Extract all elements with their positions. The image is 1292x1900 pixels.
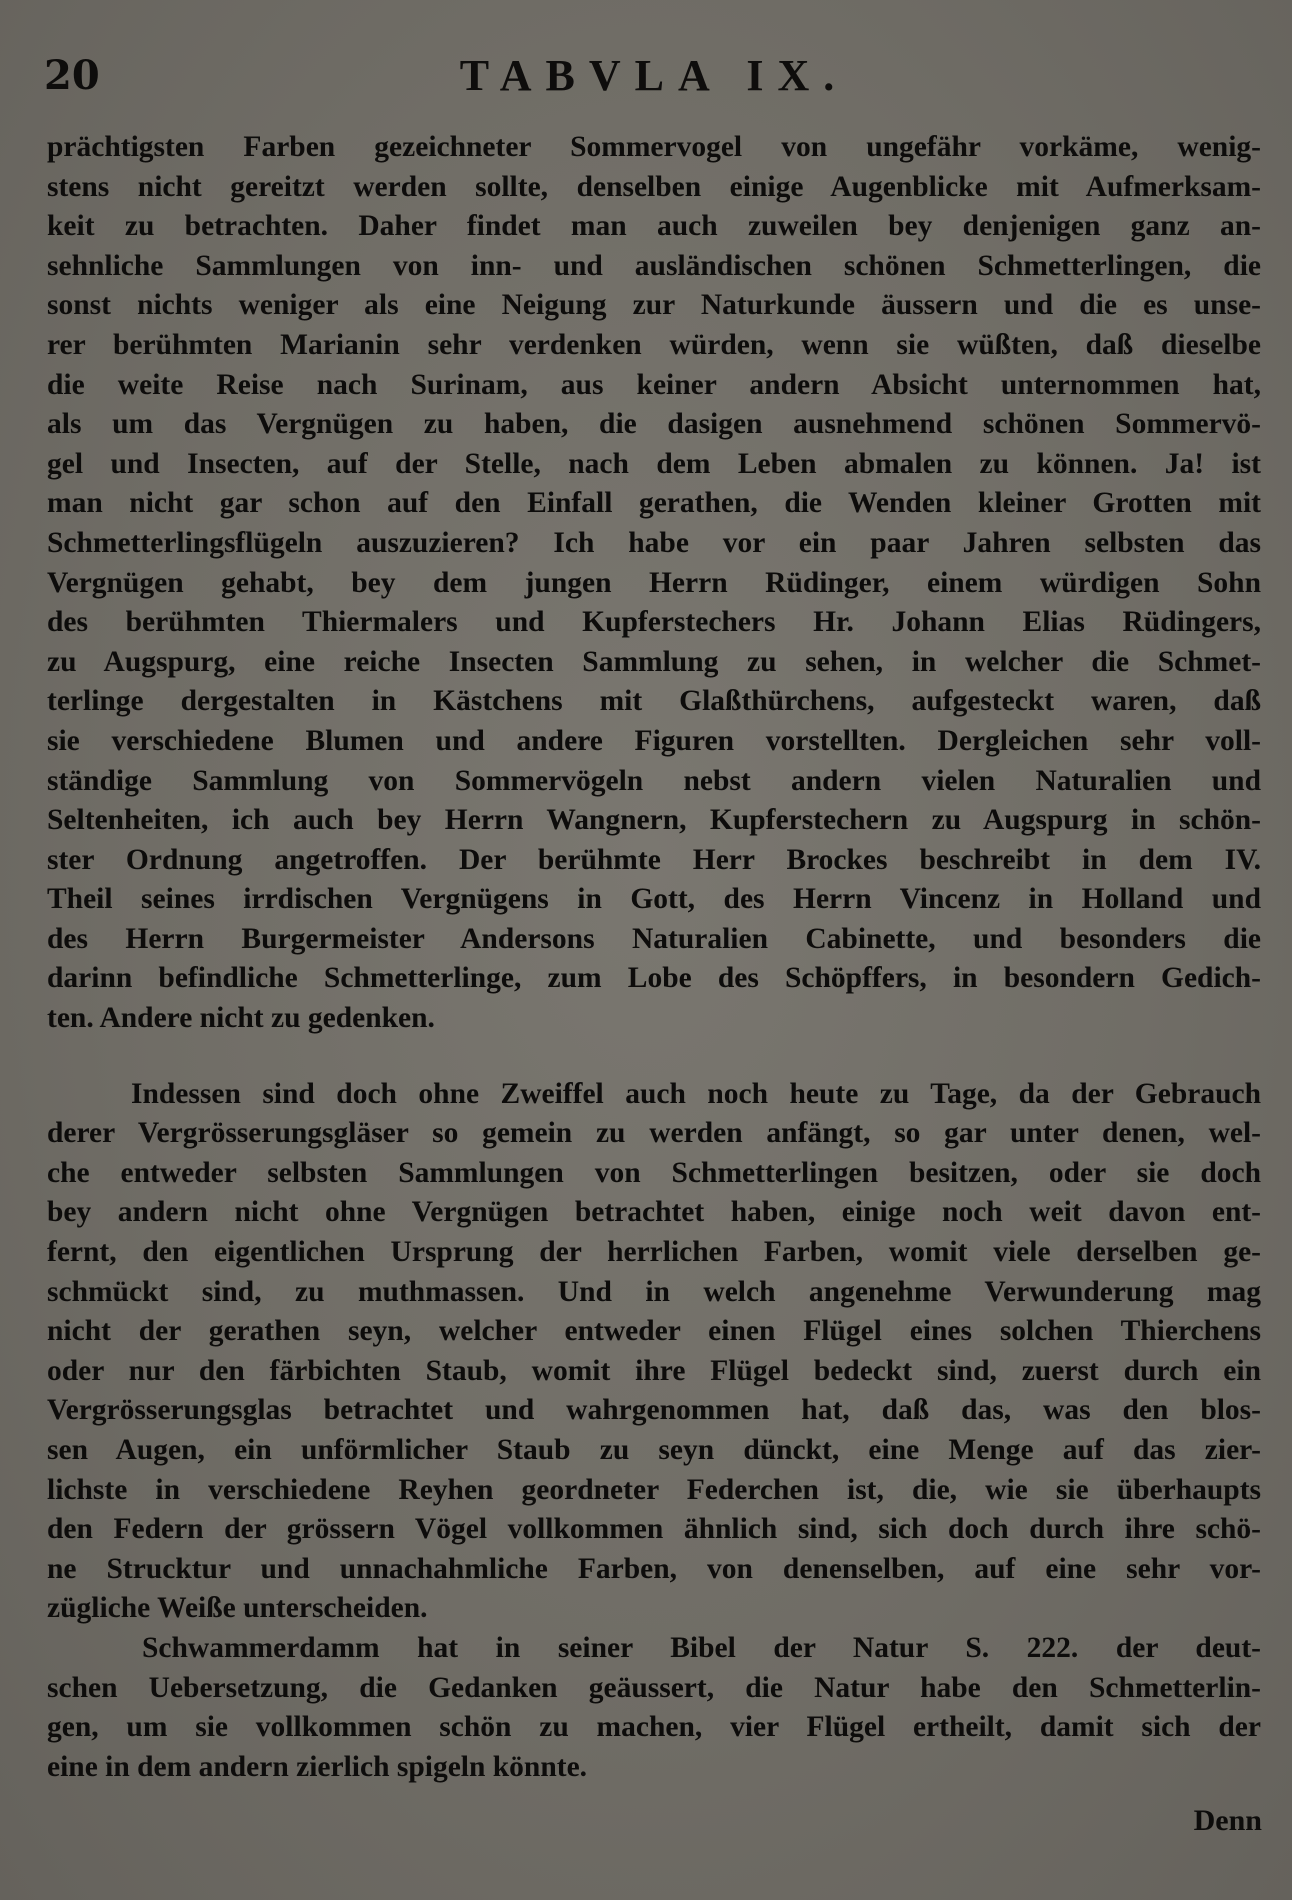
text-line: derer Vergrösserungsgläser so gemein zu werden anfängt, so gar unter denen, wel- [47,1117,1261,1150]
text-line: sie verschiedene Blumen und andere Figuren vorstellten. Dergleichen sehr voll- [47,724,1261,757]
text-line: Seltenheiten, ich auch bey Herrn Wangnern, Kupferstechern zu Augspurg in schön- [47,804,1261,837]
text-line: ten. Andere nicht zu gedenken. [47,1002,435,1035]
text-line: keit zu betrachten. Daher findet man auch zuweilen bey denjenigen ganz an- [47,210,1261,243]
text-line: Schmetterlingsflügeln auszuzieren? Ich habe vor ein paar Jahren selbsten das [47,526,1261,559]
text-line: Vergnügen gehabt, bey dem jungen Herrn Rüdinger, einem würdigen Sohn [47,566,1261,599]
catchword: Denn [1193,1804,1262,1837]
paragraph-2 [47,1075,1261,1629]
text-line: ne Strucktur und unnachahmliche Farben, von denenselben, auf eine sehr vor- [47,1552,1261,1585]
page-number: 20 [44,52,100,99]
text-line: den Federn der grössern Vögel vollkommen ähnlich sind, sich doch durch ihre schö- [47,1513,1261,1546]
text-line: prächtigsten Farben gezeichneter Sommervogel von ungefähr vorkäme, wenig- [47,131,1261,163]
text-line: die weite Reise nach Surinam, aus keiner andern Absicht unternommen hat, [47,368,1261,401]
text-line: zügliche Weiße unterscheiden. [47,1592,428,1625]
text-line: Theil seines irrdischen Vergnügens in Gott, des Herrn Vincenz in Holland und [47,883,1261,916]
text-line: ständige Sammlung von Sommervögeln nebst andern vielen Naturalien und [47,764,1261,797]
paragraph-1 [47,128,1261,1039]
paragraph-3 [47,1629,1261,1787]
text-line: ster Ordnung angetroffen. Der berühmte Herr Brockes beschreibt in dem IV. [47,843,1261,876]
text-line: gen, um sie vollkommen schön zu machen, vier Flügel ertheilt, damit sich der [47,1711,1261,1744]
text-line: des berühmten Thiermalers und Kupferstechers Hr. Johann Elias Rüdingers, [47,606,1261,639]
text-line: schmückt sind, zu muthmassen. Und in welch angenehme Verwunderung mag [47,1275,1261,1308]
text-line: gel und Insecten, auf der Stelle, nach dem Leben abmalen zu können. Ja! ist [47,447,1261,480]
text-line: des Herrn Burgermeister Andersons Naturalien Cabinette, und besonders die [47,922,1261,955]
page-header [44,50,1264,102]
text-line: bey andern nicht ohne Vergnügen betrachtet haben, einige noch weit davon ent- [47,1196,1261,1229]
text-line: fernt, den eigentlichen Ursprung der herrlichen Farben, womit viele derselben ge- [47,1236,1261,1269]
text-line: Schwammerdamm hat in seiner Bibel der Natur S. 222. der deut- [142,1631,1261,1664]
text-line: schen Uebersetzung, die Gedanken geäussert, die Natur habe den Schmetterlin- [47,1671,1261,1704]
text-line: darinn befindliche Schmetterlinge, zum Lobe des Schöpffers, in besondern Gedich- [47,962,1261,995]
paragraph-gap [47,1039,1261,1075]
text-line: sen Augen, ein unförmlicher Staub zu seyn dünckt, eine Menge auf das zier- [47,1434,1261,1466]
text-line: sehnliche Sammlungen von inn- und ausländischen schönen Schmetterlingen, die [47,249,1261,282]
running-title: TABVLA IX. [459,51,849,100]
text-line: che entweder selbsten Sammlungen von Schmetterlingen besitzen, oder sie doch [47,1156,1261,1189]
text-line: man nicht gar schon auf den Einfall gerathen, die Wenden kleiner Grotten mit [47,487,1261,520]
text-line: lichste in verschiedene Reyhen geordneter Federchen ist, die, wie sie überhaupts [47,1473,1261,1506]
text-line: als um das Vergnügen zu haben, die dasigen ausnehmend schönen Sommervö- [47,408,1261,441]
text-line: nicht der gerathen seyn, welcher entweder einen Flügel eines solchen Thierchens [47,1315,1261,1348]
text-line: oder nur den färbichten Staub, womit ihre Flügel bedeckt sind, zuerst durch ein [47,1354,1261,1387]
text-line: rer berühmten Marianin sehr verdenken würden, wenn sie wüßten, daß dieselbe [47,328,1261,361]
text-line: Indessen sind doch ohne Zweiffel auch noch heute zu Tage, da der Gebrauch [131,1077,1261,1110]
text-line: Vergrösserungsglas betrachtet und wahrgenommen hat, daß das, was den blos- [47,1394,1261,1427]
text-line: zu Augspurg, eine reiche Insecten Sammlung zu sehen, in welcher die Schmet- [47,645,1261,678]
text-line: eine in dem andern zierlich spigeln könnte. [47,1750,588,1783]
text-line: sonst nichts weniger als eine Neigung zur Naturkunde äussern und die es unse- [47,289,1261,322]
body-text [47,128,1261,1787]
text-line: stens nicht gereitzt werden sollte, denselben einige Augenblicke mit Aufmerksam- [47,170,1261,203]
text-line: terlinge dergestalten in Kästchens mit Glaßthürchens, aufgesteckt waren, daß [47,685,1261,718]
